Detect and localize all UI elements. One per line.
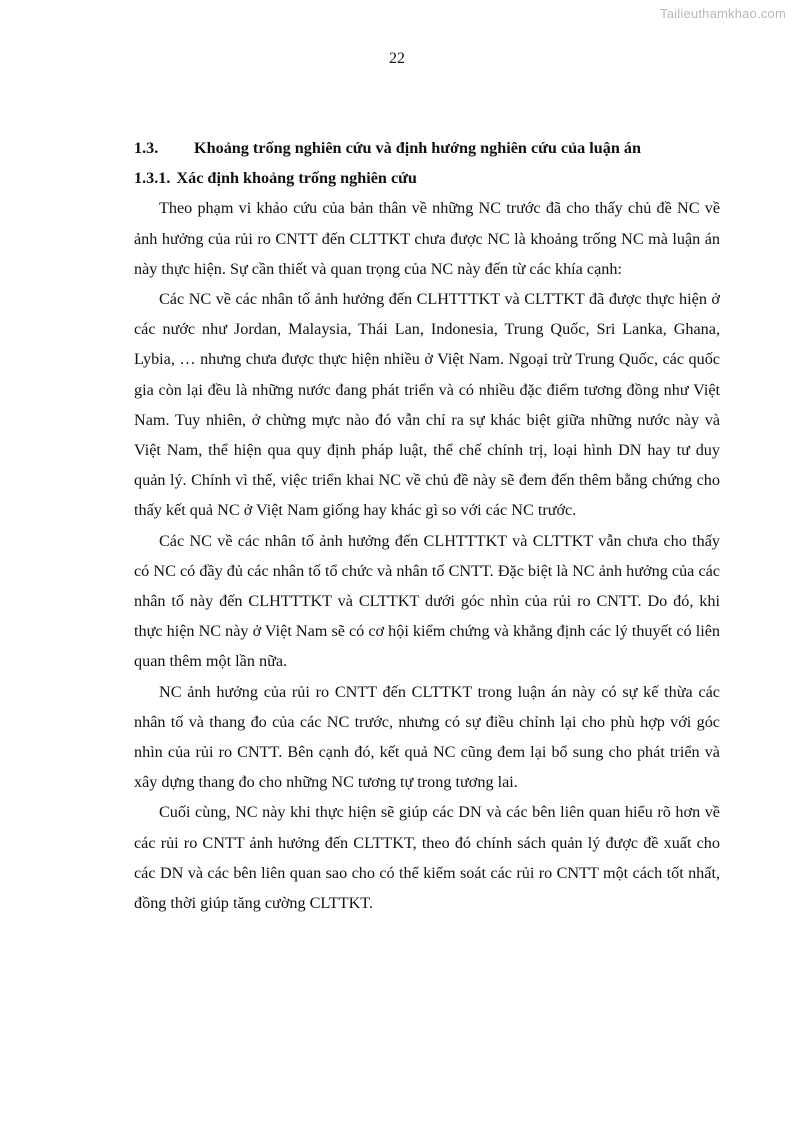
paragraph-factors: Các NC về các nhân tố ảnh hưởng đến CLHTTTKT và CLTTKT vẫn chưa cho thấy có NC có đầy đủ các nhân tố tổ chức và nhân tố CNTT. Đặc biệt là NC ảnh hưởng của các nhân tố này đến CLHTTTKT và CLTTKT dưới góc nhìn của rủi ro CNTT. Do đó, khi thực hiện NC này ở Việt Nam sẽ có cơ hội kiểm chứng và khẳng định các lý thuyết có liên quan thêm một lần nữa. bbox=[134, 531, 720, 671]
paragraph-inheritance: NC ảnh hưởng của rủi ro CNTT đến CLTTKT trong luận án này có sự kế thừa các nhân tố và thang đo của các NC trước, nhưng có sự điều chỉnh lại cho phù hợp với góc nhìn của rủi ro CNTT. Bên cạnh đó, kết quả NC cũng đem lại bổ sung cho phát triển và xây dựng thang đo cho những NC tương tự trong tương lai. bbox=[134, 682, 720, 792]
section-title: Khoảng trống nghiên cứu và định hướng nghiên cứu của luận án bbox=[194, 139, 641, 157]
section-number: 1.3. bbox=[134, 139, 159, 157]
section-heading bbox=[134, 133, 720, 163]
subsection-heading bbox=[134, 163, 720, 193]
paragraph-conclusion: Cuối cùng, NC này khi thực hiện sẽ giúp các DN và các bên liên quan hiểu rõ hơn về các rủi ro CNTT ảnh hưởng đến CLTTKT, theo đó chính sách quản lý được đề xuất cho các DN và các bên liên quan sao cho có thể kiểm soát các rủi ro CNTT một cách tốt nhất, đồng thời giúp tăng cường CLTTKT. bbox=[134, 803, 720, 913]
subsection-title: Xác định khoảng trống nghiên cứu bbox=[176, 169, 417, 188]
paragraph-intro: Theo phạm vi khảo cứu của bản thân về những NC trước đã cho thấy chủ đề NC về ảnh hưởng của rủi ro CNTT đến CLTTKT chưa được NC là khoảng trống NC mà luận án này thực hiện. Sự cần thiết và quan trọng của NC này đến từ các khía cạnh: bbox=[134, 199, 720, 278]
document-body bbox=[134, 133, 720, 918]
subsection-number: 1.3.1. bbox=[134, 169, 171, 188]
paragraph-context: Các NC về các nhân tố ảnh hưởng đến CLHTTTKT và CLTTKT đã được thực hiện ở các nước như Jordan, Malaysia, Thái Lan, Indonesia, Trung Quốc, Sri Lanka, Ghana, Lybia, … nhưng chưa được thực hiện nhiều ở Việt Nam. Ngoại trừ Trung Quốc, các quốc gia còn lại đều là những nước đang phát triển và có nhiều đặc điểm tương đồng như Việt Nam. Tuy nhiên, ở chừng mực nào đó vẫn chỉ ra sự khác biệt giữa những nước này và Việt Nam, thể hiện qua quy định pháp luật, thể chế chính trị, loại hình DN hay tư duy quản lý. Chính vì thế, việc triển khai NC về chủ đề này sẽ đem đến thêm bằng chứng cho thấy kết quả NC ở Việt Nam giống hay khác gì so với các NC trước. bbox=[134, 290, 720, 520]
watermark-text: Tailieuthamkhao.com bbox=[660, 6, 786, 21]
page-number: 22 bbox=[389, 50, 405, 67]
